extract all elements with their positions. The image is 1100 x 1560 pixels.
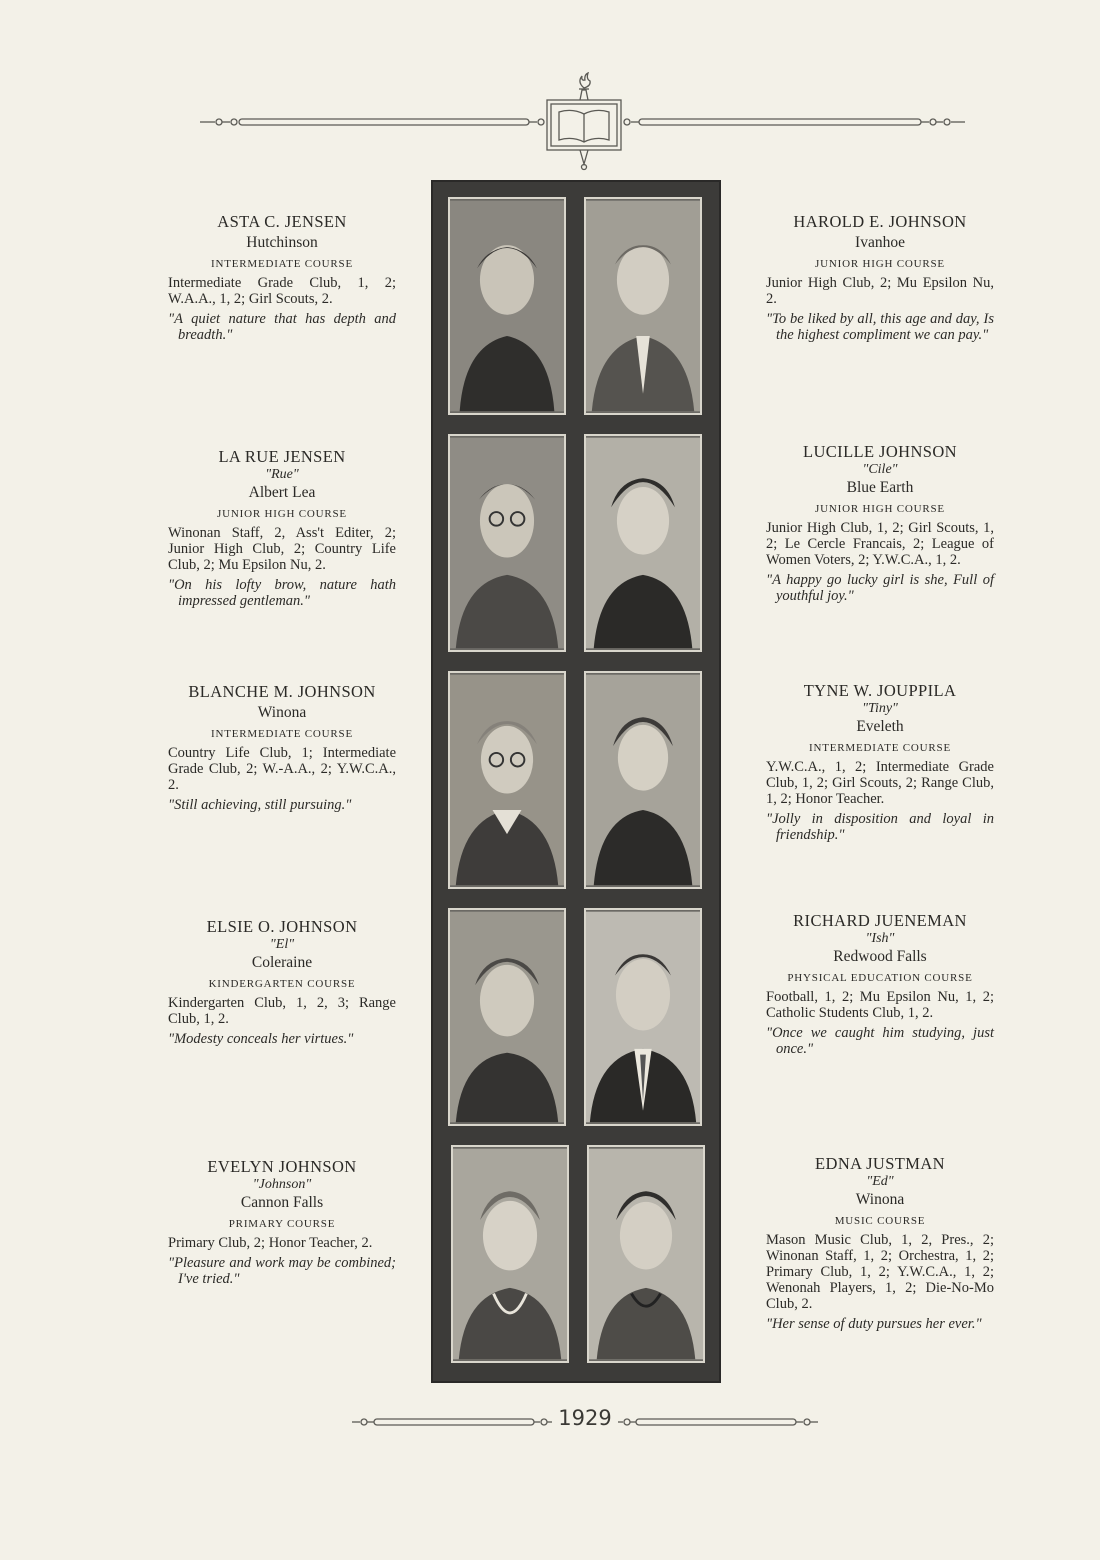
student-name: LA RUE JENSEN: [218, 447, 346, 466]
activities-text: Primary Club, 2; Honor Teacher, 2.: [168, 1235, 373, 1251]
hometown: Coleraine: [251, 954, 313, 971]
student-name: ASTA C. JENSEN: [217, 212, 347, 231]
course-label: PHYSICAL EDUCATION COURSE: [787, 972, 973, 984]
hometown: Blue Earth: [846, 479, 914, 496]
activities-text: Football, 1, 2; Mu Epsilon Nu, 1, 2; Catholic Students Club, 1, 2.: [766, 989, 994, 1021]
activities-text: Kindergarten Club, 1, 2, 3; Range Club, 1, 2.: [168, 995, 396, 1027]
portrait-column: [431, 180, 721, 1383]
portrait-richard-jueneman: [584, 908, 702, 1126]
portrait-harold-johnson: [584, 197, 702, 415]
quote-text: "Pleasure and work may be combined; I've tried.": [168, 1255, 396, 1287]
course-label: MUSIC COURSE: [834, 1215, 926, 1227]
yearbook-year: 1929: [558, 1406, 612, 1430]
entry-tyne-jouppila: [766, 681, 994, 843]
portrait-edna-justman: [587, 1145, 705, 1363]
student-name: HAROLD E. JOHNSON: [793, 212, 967, 231]
portrait-blanche-johnson: [448, 671, 566, 889]
student-name: BLANCHE M. JOHNSON: [188, 682, 376, 701]
portrait-elsie-johnson: [448, 908, 566, 1126]
quote-text: "Modesty conceals her virtues.": [168, 1031, 354, 1047]
course-label: INTERMEDIATE COURSE: [210, 728, 353, 740]
portrait-la-rue-jensen: [448, 434, 566, 652]
quote-text: "To be liked by all, this age and day, Is the highest compliment we can pay.": [766, 311, 994, 343]
footer: [350, 1404, 820, 1440]
activities-text: Y.W.C.A., 1, 2; Intermediate Grade Club, 1, 2; Girl Scouts, 2; Range Club, 1, 2; Honor Teacher.: [766, 759, 994, 807]
course-label: PRIMARY COURSE: [228, 1218, 336, 1230]
activities-text: Junior High Club, 2; Mu Epsilon Nu, 2.: [766, 275, 994, 307]
activities-text: Country Life Club, 1; Intermediate Grade Club, 2; W.-A.A., 2; Y.W.C.A., 2.: [168, 745, 396, 793]
entry-harold-johnson: [766, 212, 994, 343]
hometown: Cannon Falls: [240, 1194, 324, 1211]
entry-blanche-johnson: [168, 682, 396, 813]
entry-la-rue-jensen: [168, 447, 396, 609]
hometown: Eveleth: [856, 718, 904, 735]
course-label: JUNIOR HIGH COURSE: [217, 508, 347, 520]
student-name: RICHARD JUENEMAN: [793, 911, 967, 930]
entry-lucille-johnson: [766, 442, 994, 604]
hometown: Albert Lea: [248, 484, 316, 501]
student-name: EVELYN JOHNSON: [207, 1157, 357, 1176]
student-nickname: "Ish": [865, 931, 895, 946]
quote-text: "A quiet nature that has depth and breadth.": [168, 311, 396, 343]
entry-elsie-johnson: [168, 917, 396, 1047]
student-nickname: "Johnson": [252, 1177, 312, 1192]
portrait-lucille-johnson: [584, 434, 702, 652]
course-label: INTERMEDIATE COURSE: [808, 742, 951, 754]
student-name: LUCILLE JOHNSON: [802, 442, 958, 461]
activities-text: Junior High Club, 1, 2; Girl Scouts, 1, 2; Le Cercle Francais, 2; League of Women Voters, 2; Y.W.C.A., 1, 2.: [766, 520, 994, 568]
quote-text: "Still achieving, still pursuing.": [168, 797, 352, 813]
activities-text: Mason Music Club, 1, 2, Pres., 2; Winonan Staff, 1, 2; Orchestra, 1, 2; Primary Club, 1, 2; Y.W.C.A., 1, 2; Wenonah Players, 1, 2; Die-No-Mo Club, 2.: [766, 1232, 994, 1312]
student-name: TYNE W. JOUPPILA: [803, 681, 957, 700]
student-name: ELSIE O. JOHNSON: [206, 917, 358, 936]
student-nickname: "Ed": [866, 1174, 894, 1189]
entry-richard-jueneman: [766, 911, 994, 1057]
entry-asta-jensen: [168, 212, 396, 343]
torch-book-ornament-icon: [195, 72, 970, 182]
portrait-asta-jensen: [448, 197, 566, 415]
quote-text: "Her sense of duty pursues her ever.": [766, 1316, 982, 1332]
course-label: KINDERGARTEN COURSE: [208, 978, 356, 990]
entry-edna-justman: [766, 1154, 994, 1332]
student-nickname: "Cile": [862, 462, 898, 477]
hometown: Redwood Falls: [833, 948, 927, 965]
activities-text: Winonan Staff, 2, Ass't Editer, 2; Junior High Club, 2; Country Life Club, 2; Mu Epsilon Nu, 2.: [168, 525, 396, 573]
hometown: Hutchinson: [246, 234, 318, 251]
entry-evelyn-johnson: [168, 1157, 396, 1287]
hometown: Winona: [855, 1191, 905, 1208]
quote-text: "Once we caught him studying, just once.": [766, 1025, 994, 1057]
quote-text: "On his lofty brow, nature hath impressed gentleman.": [168, 577, 396, 609]
hometown: Winona: [257, 704, 307, 721]
student-nickname: "El": [269, 937, 295, 952]
activities-text: Intermediate Grade Club, 1, 2; W.A.A., 1, 2; Girl Scouts, 2.: [168, 275, 396, 307]
student-nickname: "Tiny": [862, 701, 898, 716]
hometown: Ivanhoe: [855, 234, 905, 251]
portrait-tyne-jouppila: [584, 671, 702, 889]
course-label: INTERMEDIATE COURSE: [210, 258, 353, 270]
course-label: JUNIOR HIGH COURSE: [815, 258, 945, 270]
quote-text: "A happy go lucky girl is she, Full of youthful joy.": [766, 572, 994, 604]
student-name: EDNA JUSTMAN: [815, 1154, 945, 1173]
quote-text: "Jolly in disposition and loyal in friendship.": [766, 811, 994, 843]
course-label: JUNIOR HIGH COURSE: [815, 503, 945, 515]
student-nickname: "Rue": [265, 467, 299, 482]
portrait-evelyn-johnson: [451, 1145, 569, 1363]
